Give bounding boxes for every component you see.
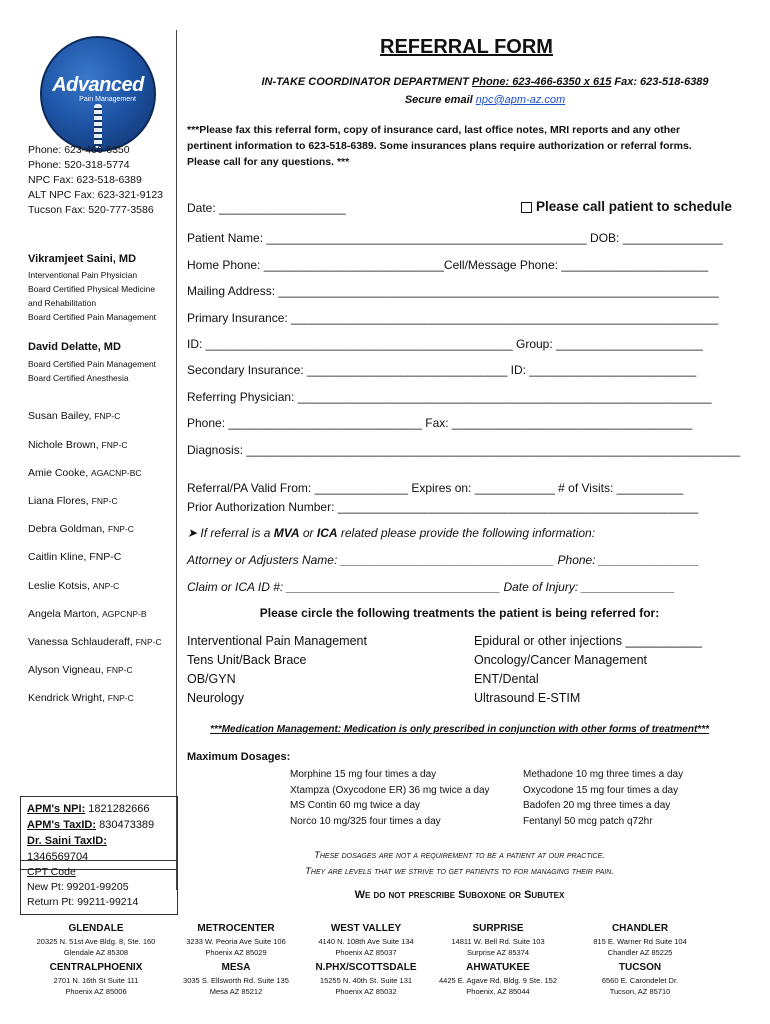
diagnosis-field[interactable]: Diagnosis: __________________________________________________________________________ <box>187 443 741 457</box>
treatment-option[interactable]: Ultrasound E-STIM <box>474 691 581 705</box>
location-west-valley <box>300 922 432 997</box>
location-city: Phoenix AZ 85006 <box>65 987 127 996</box>
ica-label: ICA <box>316 526 338 540</box>
id-group-field[interactable]: ID: ______________________________________________ Group: ______________________ <box>187 337 703 351</box>
staff-member <box>28 410 120 422</box>
doctor-credentials <box>28 357 156 385</box>
dosage-item: Norco 10 mg/325 four times a day <box>290 815 441 827</box>
checkbox-icon[interactable] <box>521 202 532 213</box>
call-patient-label: Please call patient to schedule <box>536 199 732 214</box>
secondary-insurance-field[interactable]: Secondary Insurance: ______________________________ ID: _________________________ <box>187 363 697 377</box>
cpt-return: Return Pt: 99211-99214 <box>27 896 139 908</box>
treatment-option[interactable]: ENT/Dental <box>474 672 539 686</box>
location-city: Mesa AZ 85212 <box>209 987 263 996</box>
contact-line: ALT NPC Fax: 623-321-9123 <box>28 189 164 201</box>
npi-label: APM's NPI: <box>27 803 86 815</box>
staff-member <box>28 580 119 592</box>
contact-line: Phone: 623-466-6350 <box>28 144 130 156</box>
mailing-address-field[interactable]: Mailing Address: __________________________________________________________________ <box>187 284 719 298</box>
attorney-field[interactable]: Attorney or Adjusters Name: ________________________________ Phone: _______________ <box>187 553 699 567</box>
staff-name: Leslie Kotsis, <box>28 580 90 592</box>
mva-label: MVA <box>273 526 300 540</box>
fax-notice: ***Please fax this referral form, copy of insurance card, last office notes, MRI reports and any other pertinent information to 623-518-6389. Some insurances plans require authorization or referral forms. Please call for any questions. *** <box>187 124 692 168</box>
location-name: CHANDLER <box>611 923 669 934</box>
treatment-option[interactable]: Epidural or other injections ___________ <box>474 634 702 648</box>
location-city: Phoenix AZ 85029 <box>205 948 267 957</box>
primary-insurance-field[interactable]: Primary Insurance: ________________________________________________________________ <box>187 311 719 325</box>
contact-line: Phone: 520-318-5774 <box>28 159 130 171</box>
dosage-item: Methadone 10 mg three times a day <box>523 769 684 780</box>
staff-name: Nichole Brown, <box>28 439 99 451</box>
taxid-label: APM's TaxID: <box>27 819 97 831</box>
form-title: REFERRAL FORM <box>380 36 553 58</box>
staff-member <box>28 439 128 451</box>
staff-credential: FNP-C <box>91 496 118 506</box>
location-name: WEST VALLEY <box>330 923 402 934</box>
treatment-option[interactable]: Interventional Pain Management <box>187 634 367 648</box>
staff-member <box>28 467 142 479</box>
intake-phone: Phone: 623-466-6350 x 615 <box>471 76 612 88</box>
mva-suffix: related please provide the following information: <box>337 526 596 540</box>
staff-credential: FNP-C <box>106 665 133 675</box>
location-name: N.PHX/SCOTTSDALE <box>315 962 417 973</box>
staff-credential: ANP-C <box>92 581 120 591</box>
circle-treatments-heading: Please circle the following treatments the patient is being referred for: <box>259 606 660 620</box>
saini-taxid-value: 1346569704 <box>27 851 89 863</box>
arrow-bullet-icon: ➤ <box>187 526 201 540</box>
location-city: Surprise AZ 85374 <box>466 948 530 957</box>
location-city: Tucson, AZ 85710 <box>609 987 671 996</box>
location-name: AHWATUKEE <box>466 962 530 973</box>
contact-line: NPC Fax: 623-518-6389 <box>28 174 142 186</box>
staff-member <box>28 692 134 704</box>
referring-physician-field[interactable]: Referring Physician: ______________________________________________________________ <box>187 390 712 404</box>
cpt-box <box>20 860 178 915</box>
staff-credential: FNP-C <box>107 693 134 703</box>
location-chandler <box>574 922 706 997</box>
location-address: 4425 E. Agave Rd. Bldg. 9 Ste. 152 <box>438 976 557 985</box>
treatment-option[interactable]: OB/GYN <box>187 672 236 686</box>
location-address: 3233 W. Peoria Ave Suite 106 <box>186 937 286 946</box>
staff-name: Debra Goldman, <box>28 523 106 535</box>
secure-email-line <box>220 94 750 106</box>
claim-field[interactable]: Claim or ICA ID #: ________________________________ Date of Injury: ______________ <box>187 580 675 594</box>
dosage-list-right <box>523 767 683 829</box>
dosage-disclaimer <box>187 848 732 880</box>
staff-name: Alyson Vigneau, <box>28 664 104 676</box>
location-name: MESA <box>221 962 251 973</box>
staff-credential: AGACNP-BC <box>91 468 142 478</box>
location-city: Phoenix AZ 85032 <box>335 987 397 996</box>
secure-email-label: Secure email <box>404 94 476 106</box>
prior-auth-field[interactable]: Prior Authorization Number: ______________________________________________________ <box>187 500 699 514</box>
intake-line <box>220 76 750 88</box>
staff-credential: FNP-C <box>135 637 162 647</box>
mva-ica-line <box>187 526 595 540</box>
credential-line: Board Certified Physical Medicine <box>28 284 156 294</box>
cpt-title: CPT Code <box>27 866 76 878</box>
staff-name: Kendrick Wright, <box>28 692 105 704</box>
staff-name: Angela Marton, <box>28 608 100 620</box>
location-address: 6560 E. Carondelet Dr. <box>601 976 679 985</box>
staff-member <box>28 523 134 535</box>
disclaimer-line: These dosages are not a requirement to be a patient at our practice. <box>314 850 605 861</box>
treatment-list-right <box>474 632 702 708</box>
location-address: 15255 N. 40th St. Suite 131 <box>319 976 413 985</box>
intake-dept: IN-TAKE COORDINATOR DEPARTMENT <box>261 76 472 88</box>
staff-credential: FNP-C <box>107 524 134 534</box>
phone-fields[interactable]: Home Phone: ___________________________Cell/Message Phone: ______________________ <box>187 258 709 272</box>
staff-credential: FNP-C <box>94 411 121 421</box>
physician-phone-fax-field[interactable]: Phone: _____________________________ Fax: ____________________________________ <box>187 416 693 430</box>
treatment-option[interactable]: Neurology <box>187 691 244 705</box>
logo-word-advanced: Advanced <box>52 74 144 96</box>
treatment-list-left <box>187 632 367 708</box>
staff-member <box>28 636 162 648</box>
medication-management-note: ***Medication Management: Medication is only prescribed in conjunction with other forms of treatment*** <box>210 724 709 735</box>
location-name: METROCENTER <box>197 923 275 934</box>
maximum-dosages-heading: Maximum Dosages: <box>187 751 291 763</box>
spine-graphic <box>94 104 102 148</box>
call-patient-option[interactable] <box>521 199 732 214</box>
staff-member <box>28 495 118 507</box>
doctor-name: David Delatte, MD <box>28 341 121 353</box>
disclaimer-line: They are levels that we strive to get patients to for managing their pain. <box>305 866 614 877</box>
mva-or: or <box>299 526 317 540</box>
cpt-new: New Pt: 99201-99205 <box>27 881 129 893</box>
staff-name: Susan Bailey, <box>28 410 92 422</box>
location-name: SURPRISE <box>472 923 524 934</box>
mva-prefix: If referral is a <box>200 526 274 540</box>
credential-line: Board Certified Anesthesia <box>28 373 129 383</box>
location-address: 14811 W. Bell Rd. Suite 103 <box>451 937 545 946</box>
location-address: 815 E. Warner Rd Suite 104 <box>593 937 687 946</box>
npi-value: 1821282666 <box>88 803 150 815</box>
location-surprise <box>432 922 564 997</box>
location-city: Glendale AZ 85308 <box>63 948 129 957</box>
company-logo <box>40 36 156 152</box>
treatment-option[interactable]: Tens Unit/Back Brace <box>187 653 307 667</box>
location-name: TUCSON <box>618 962 662 973</box>
dosage-item: Morphine 15 mg four times a day <box>290 769 437 780</box>
column-divider <box>176 30 177 890</box>
dosage-item: MS Contin 60 mg twice a day <box>290 800 421 811</box>
taxid-value: 830473389 <box>99 819 155 831</box>
location-glendale <box>30 922 162 997</box>
credential-line: and Rehabilitation <box>28 298 97 308</box>
location-metrocenter <box>170 922 302 997</box>
date-field[interactable]: Date: ___________________ <box>187 201 346 215</box>
dosage-item: Xtampza (Oxycodone ER) 36 mg twice a day <box>290 784 490 796</box>
location-city: Phoenix, AZ 85044 <box>466 987 530 996</box>
staff-credential: AGPCNP-B <box>102 609 147 619</box>
credential-line: Interventional Pain Physician <box>28 270 138 280</box>
contact-line: Tucson Fax: 520-777-3586 <box>28 204 154 216</box>
location-address: 4140 N. 108th Ave Suite 134 <box>318 937 414 946</box>
credential-line: Board Certified Pain Management <box>28 312 157 322</box>
location-city: Phoenix AZ 85037 <box>335 948 397 957</box>
location-city: Chandler AZ 85225 <box>607 948 673 957</box>
dosage-list-left <box>290 767 490 829</box>
referral-valid-field[interactable]: Referral/PA Valid From: ______________ Expires on: ____________ # of Visits: __________ <box>187 481 684 495</box>
apm-ids-box <box>20 796 178 870</box>
location-name: GLENDALE <box>68 923 124 934</box>
doctor-credentials <box>28 268 156 324</box>
location-address: 3035 S. Ellsworth Rd. Suite 135 <box>183 976 289 985</box>
staff-name: Liana Flores, <box>28 495 89 507</box>
location-name: CENTRALPHOENIX <box>49 962 143 973</box>
secure-email-link[interactable]: npc@apm-az.com <box>475 94 566 106</box>
saini-taxid-label: Dr. Saini TaxID: <box>27 835 107 847</box>
staff-name: Vanessa Schlauderaff, <box>28 636 133 648</box>
intake-fax: Fax: 623-518-6389 <box>611 76 709 88</box>
contact-list <box>28 143 163 218</box>
credential-line: Board Certified Pain Management <box>28 359 157 369</box>
staff-name: Caitlin Kline, FNP-C <box>28 551 122 563</box>
staff-credential: FNP-C <box>101 440 128 450</box>
location-address: 2701 N. 16th St Suite 111 <box>53 976 139 985</box>
no-prescribe-note: We do not prescribe Suboxone or Subutex <box>354 889 565 901</box>
dosage-item: Fentanyl 50 mcg patch q72hr <box>523 815 653 827</box>
patient-name-field[interactable]: Patient Name: ________________________________________________ DOB: _______________ <box>187 231 723 245</box>
dosage-item: Oxycodone 15 mg four times a day <box>523 784 679 796</box>
staff-member <box>28 608 147 620</box>
staff-member <box>28 551 121 563</box>
staff-name: Amie Cooke, <box>28 467 89 479</box>
treatment-option[interactable]: Oncology/Cancer Management <box>474 653 648 667</box>
dosage-item: Badofen 20 mg three times a day <box>523 800 671 811</box>
staff-member <box>28 664 133 676</box>
logo-word-pain-management: Pain Management <box>79 96 136 103</box>
doctor-name: Vikramjeet Saini, MD <box>28 253 137 265</box>
location-address: 20325 N. 51st Ave Bldg. 8, Ste. 160 <box>36 937 156 946</box>
